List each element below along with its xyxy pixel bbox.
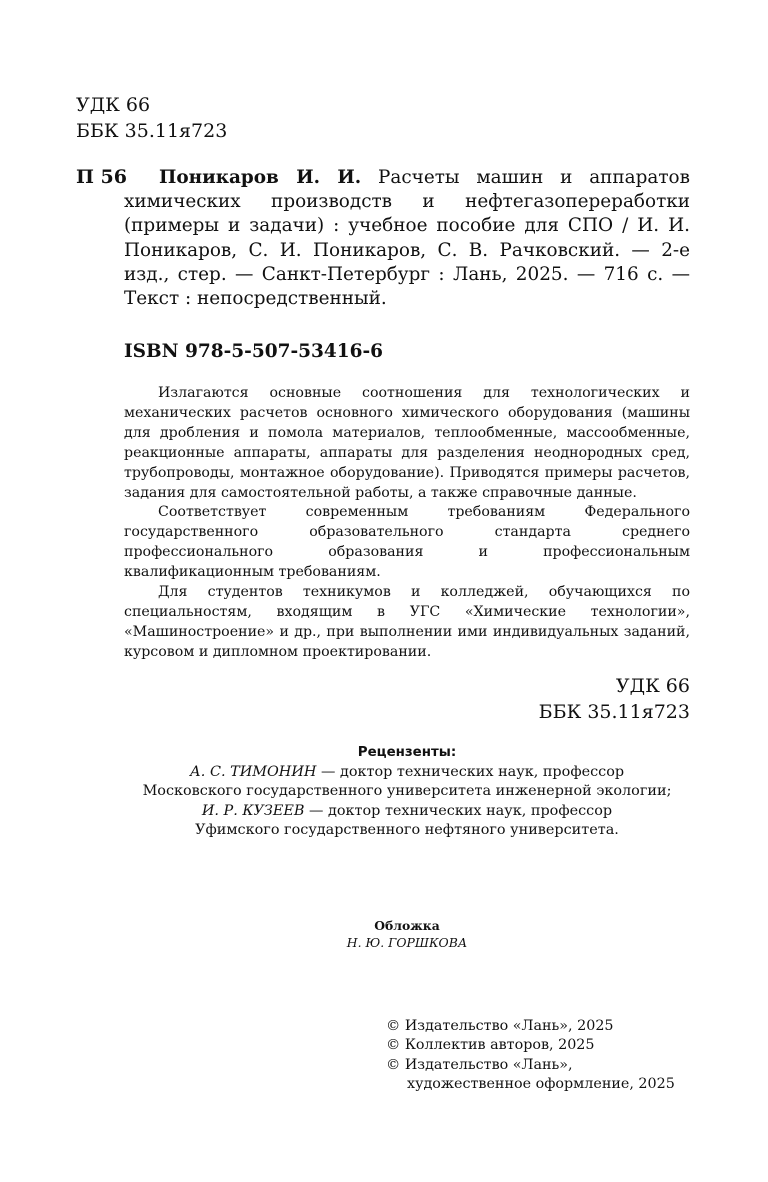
reviewers-block xyxy=(124,743,690,841)
reviewer-role: — доктор технических наук, профессор xyxy=(316,763,625,780)
reviewer-1 xyxy=(124,763,690,783)
cover-credit xyxy=(124,917,690,951)
record-title: Расчеты машин и аппаратов химических производств и нефтегазопереработки (примеры и задачи) : учебное пособие для СПО / И. И. Поникаров, С. И. Поникаров, С. В. Рачковский. — 2-е изд., стер. — Санкт-Петербург : Лань, 2025. — 716 с. — xyxy=(124,167,690,285)
copyright-line: © Издательство «Лань», 2025 xyxy=(386,1018,614,1034)
reviewer-2-org: Уфимского государственного нефтяного университета. xyxy=(195,822,619,839)
annotation-paragraph: Излагаются основные соотношения для технологических и механических расчетов основного химического оборудования (машины для дробления и помола материалов, теплообменные, массообменные, реакционные аппараты, аппараты для разделения неоднородных сред, трубопроводы, монтажное оборудование). Приводятся примеры расчетов, задания для самостоятельной работы, а также справочные данные. xyxy=(124,385,690,501)
reviewers-title: Рецензенты: xyxy=(357,745,457,760)
reviewer-name: И. Р. КУЗЕЕВ xyxy=(201,802,305,819)
record-body xyxy=(124,166,690,311)
reviewer-2 xyxy=(124,802,690,822)
reviewer-role: — доктор технических наук, профессор xyxy=(304,802,613,819)
isbn: ISBN 978-5-507-53416-6 xyxy=(124,341,384,362)
annotation xyxy=(124,384,690,663)
copyright-line: художественное оформление, 2025 xyxy=(407,1076,675,1093)
reviewer-1-org: Московского государственного университета инженерной экологии; xyxy=(142,783,672,800)
record-text-type: Текст : непосредственный. xyxy=(124,288,387,310)
author-mark: П 56 xyxy=(76,166,127,188)
udk-code: УДК 66 xyxy=(76,94,151,116)
copyright-line: © Коллектив авторов, 2025 xyxy=(386,1037,595,1054)
cover-designer: Н. Ю. ГОРШКОВА xyxy=(346,935,468,950)
bbk-code: ББК 35.11я723 xyxy=(76,120,228,142)
annotation-paragraph: Соответствует современным требованиям Федерального государственного образовательного стандарта среднего профессионального образования и профессиональным квалификационным требованиям. xyxy=(124,504,690,581)
footer-classification xyxy=(539,673,690,725)
annotation-paragraph: Для студентов техникумов и колледжей, обучающихся по специальностям, входящим в УГС «Химические технологии», «Машиностроение» и др., при выполнении ими индивидуальных заданий, курсовом и дипломном проектировании. xyxy=(124,584,690,660)
cover-title: Обложка xyxy=(374,918,440,933)
copyright-block xyxy=(386,1017,675,1095)
bibliographic-record xyxy=(76,166,690,311)
bbk-code: ББК 35.11я723 xyxy=(538,701,690,723)
header-classification xyxy=(76,92,227,144)
copyright-line: © Издательство «Лань», xyxy=(386,1056,573,1073)
udk-code: УДК 66 xyxy=(615,675,690,697)
author-name: Поникаров И. И. xyxy=(159,167,362,188)
reviewer-name: А. С. ТИМОНИН xyxy=(189,763,317,780)
